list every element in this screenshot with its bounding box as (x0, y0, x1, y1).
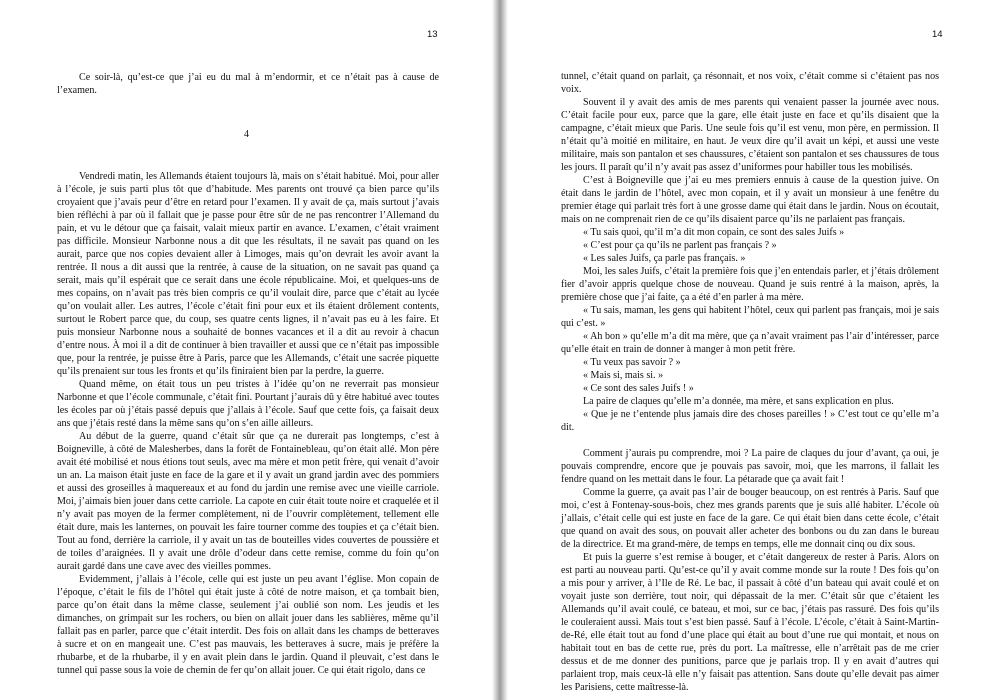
paragraph: Ce soir-là, qu’est-ce que j’ai eu du mal à m’endormir, et ce n’était pas à cause de l’examen. (57, 72, 439, 96)
paragraph: La paire de claques qu’elle m’a donnée, ma mère, et sans explication en plus. (583, 396, 894, 407)
paragraph: « Ce sont des sales Juifs ! » (583, 383, 694, 394)
paragraph: Au début de la guerre, quand c’était sûr que ça ne durerait pas longtemps, c’est à Boigneville, à côté de Malesherbes, dans la forêt de Fontainebleau, qu’on était allé. Mon père avait été mobilisé et nous étions tout seuls, avec ma mère et mon petit frère, qui venait d’avoir un an. La maison était juste en face de la gare et il y avait un grand jardin avec des pommiers et aussi des groseilles à maquereaux et au fond du jardin une remise avec une vieille carriole. Moi, j’aimais bien jouer dans cette carriole. La capote en cuir était toute noire et craquelée et il n’y avait pas moyen de la fermer complètement, ni de l’ouvrir complètement, tellement elle était dure, mais les lanternes, on pouvait les faire tourner comme des toupies et ça c’était bien. Tout au fond, derrière la carriole, il y avait un tas de bouteilles vides couvertes de poussière et de toiles d’araignées. Il y avait une drôle d’odeur dans cette remise, comme du foin qu’on aurait gardé dans une cave avec des vieilles pommes. (57, 431, 439, 572)
opening-paragraph (57, 71, 439, 97)
book-gutter (492, 0, 508, 700)
chapter-number: 4 (244, 129, 249, 140)
left-body-text (57, 170, 439, 677)
right-page (508, 0, 1000, 700)
paragraph: « Mais si, mais si. » (583, 370, 664, 381)
paragraph: Moi, les sales Juifs, c’était la première fois que j’en entendais parler, et j’étais drôlement fier d’avoir appris quelque chose de nouveau. Quand je suis rentré à la maison, après, la première chose que j’ai faite, ça a été d’en parler à ma mère. (561, 266, 939, 303)
paragraph: Vendredi matin, les Allemands étaient toujours là, mais on s’était habitué. Moi, pour aller à l’école, je suis parti plus tôt que d’habitude. Mes parents ont trouvé ça bien parce qu’ils croyaient que j’avais peur d’être en retard pour l’examen. Il y avait de ça, mais surtout j’avais bien réfléchi à par où il fallait que je passe pour être sûr de ne pas rencontrer l’Allemand du pain, et vu le détour que ça faisait, valait mieux partir en avance. L’examen, c’était vraiment pas difficile. Monsieur Narbonne nous a dit que les résultats, il ne savait pas quand on les aurait, parce que nos copies devaient aller à Limoges, mais qu’on devrait les avoir avant la rentrée. Il nous a dit aussi que la rentrée, à cause de la situation, on ne savait pas quand ça serait, mais qu’il espérait que ce serait dans une école républicaine. Moi, et quelques-uns de mes copains, on n’avait pas très bien compris ce qu’il voulait dire, parce que c’était au lycée qu’on voulait aller. Les autres, l’école c’était fini pour eux et ils étaient drôlement contents, surtout le Robert parce que, du coup, ses quatre cents lignes, il n’avait pas eu à les faire. Et puis monsieur Narbonne nous a souhaité de bonnes vacances et il a dit au revoir à chacun d’entre nous. À moi il a dit de continuer à bien travailler et aussi que ce n’était pas impossible que, pour la rentrée, je puisse être à Paris, parce que les Allemands, c’était une sacrée piquette qu’ils prenaient sur tous les fronts et qu’ils finiraient bien par la perdre, la guerre. (57, 171, 439, 377)
paragraph: « C’est pour ça qu’ils ne parlent pas français ? » (583, 240, 777, 251)
right-body-text (561, 70, 939, 694)
paragraph: « Ah bon » qu’elle m’a dit ma mère, que ça n’avait vraiment pas l’air d’intéresser, parce qu’elle était en train de donner à manger à mon petit frère. (561, 331, 939, 355)
paragraph: « Que je ne t’entende plus jamais dire des choses pareilles ! » C’est tout ce qu’elle m’a dit. (561, 409, 939, 433)
paragraph: « Tu sais quoi, qu’il m’a dit mon copain, ce sont des sales Juifs » (583, 227, 845, 238)
paragraph: « Tu veux pas savoir ? » (583, 357, 681, 368)
paragraph: « Les sales Juifs, ça parle pas français. » (583, 253, 746, 264)
paragraph: Et puis la guerre s’est remise à bouger, et c’était dangereux de rester à Paris. Alors on est parti au nouveau parti. Qu’est-ce qu’il y avait comme monde sur la route ! Des fois qu’on a mis pour y arriver, à l’Ile de Ré. Le bac, il passait à côté d’un bateau qui avait coulé et on voyait juste son derrière, tout noir, qui dépassait de la mer. C’était sûr que c’étaient les Allemands qu’il avait coulé, ce bateau, et moi, sur ce bac, j’étais pas rassuré. Des fois qu’ils le couleraient aussi. Mais tout s’est bien passé. Sauf à l’école. L’école, c’était à Saint-Martin-de-Ré, elle était tout au fond d’une place qui était au bout d’une rue qui montait, et nous on habitait tout en bas de cette rue, près du port. La maîtresse, elle n’arrêtait pas de me crier dessus et de me donner des punitions, parce que je parlais trop. Il y en avait d’autres qui parlaient trop, mais ceux-là elle n’y faisait pas attention. Sans doute qu’elle devait pas aimer les Parisiens, cette maîtresse-là. (561, 552, 939, 693)
paragraph: « Tu sais, maman, les gens qui habitent l’hôtel, ceux qui parlent pas français, moi je sais qui c’est. » (561, 305, 939, 329)
paragraph: Quand même, on était tous un peu tristes à l’idée qu’on ne reverrait pas monsieur Narbonne et que l’école communale, c’était fini. Pourtant j’aurais dû y être habitué avec toutes les écoles par où j’étais passé depuis que j’allais à l’école. Sauf que cette fois, ça faisait deux ans que j’étais resté dans la même sans qu’on s’en aille ailleurs. (57, 379, 439, 429)
paragraph: Comment j’aurais pu comprendre, moi ? La paire de claques du jour d’avant, ça oui, je pouvais comprendre, encore que je pouvais pas savoir, moi, que les marrons, il fallait les fendre quand on les mettait dans le four. La pétarade que ça avait fait ! (561, 448, 939, 485)
paragraph: Evidemment, j’allais à l’école, celle qui est juste un peu avant l’église. Mon copain de l’époque, c’était le fils de l’hôtel qui était juste à côté de notre maison, et ça tombait bien, parce qu’on était dans la même classe, seulement j’ai oublié son nom. Les jeudis et les dimanches, on grimpait sur les rochers, ou bien on allait jouer dans les sablières, même qu’il fallait pas en parler, parce que c’était interdit. Des fois on allait dans les champs de betteraves à sucre et on en mangeait une. C’est pas mauvais, les betteraves à sucre, mais je préfère la rhubarbe, et de la rhubarbe, il y en avait plein dans le jardin. Quand il pleuvait, c’est dans le tunnel qui passe sous la voie de chemin de fer qu’on allait jouer. Ce qui était rigolo, dans ce (57, 574, 439, 676)
paragraph: C’est à Boigneville que j’ai eu mes premiers ennuis à cause de la question juive. On était dans le jardin de l’hôtel, avec mon copain, et il y avait un monsieur à une fenêtre du premier étage qui parlait très fort à une grosse dame qui était dans le jardin. Nous on écoutait, mais on ne comprenait rien de ce qu’ils disaient parce qu’ils ne parlaient pas français. (561, 175, 939, 225)
paragraph: tunnel, c’était quand on parlait, ça résonnait, et nos voix, c’était comme si c’étaient pas nos voix. (561, 71, 939, 95)
paragraph: Souvent il y avait des amis de mes parents qui venaient passer la journée avec nous. C’était facile pour eux, parce que la gare, elle était juste en face et qu’ils disaient que la campagne, c’était mieux que Paris. Une seule fois qu’il est venu, mon père, en permission. Il n’était qu’à moitié en militaire, en haut. Je veux dire qu’il avait un képi, et aussi une veste militaire, mais son pantalon et ses chaussures, c’étaient son pantalon et ses chaussures de tous les jours. Il paraît qu’il n’y avait pas assez d’uniformes pour habiller tous les mobilisés. (561, 97, 939, 173)
paragraph: Comme la guerre, ça avait pas l’air de bouger beaucoup, on est rentrés à Paris. Sauf que moi, c’est à Fontenay-sous-bois, chez mes grands parents que je suis allé habiter. L’école où j’allais, c’était celle qui est juste en face de la gare. Ce qui était bien dans cette école, c’était que quand on avait des sous, on pouvait aller acheter des bonbons ou du zan dans le bureau de la directrice. Et ma grand-mère, de temps en temps, elle me donnait cinq ou dix sous. (561, 487, 939, 550)
left-page (0, 0, 492, 700)
page-number: 14 (932, 29, 943, 40)
page-number: 13 (427, 29, 438, 40)
